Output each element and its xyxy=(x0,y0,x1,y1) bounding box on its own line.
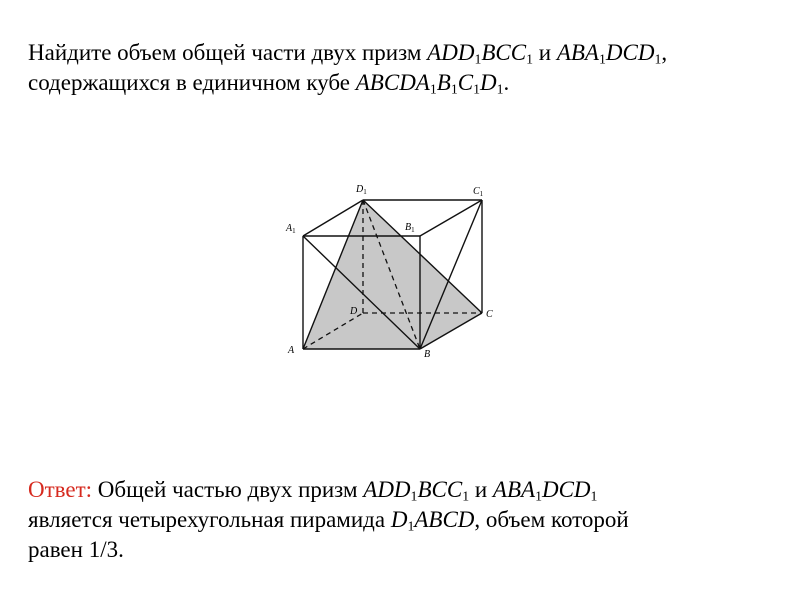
label-B1: $B_1$ xyxy=(405,222,415,234)
label-C1: $C_1$ xyxy=(473,186,484,198)
cube-name: $ABCDA_1B_1C_1D_1$ xyxy=(355,70,504,97)
conjunction: и xyxy=(469,477,493,502)
prism-name-2: $ABA_1DCD_1$ xyxy=(492,477,598,504)
pyramid-name: $D_1ABCD$ xyxy=(390,507,475,534)
problem-text: содержащихся в единичном кубе xyxy=(28,70,356,95)
label-D: D xyxy=(350,306,358,317)
problem-line-1: Найдите объем общей части двух призм $ADD_1BCC_1$ и $ABA_1DCD_1$, xyxy=(28,40,668,67)
answer-line-1 xyxy=(28,475,778,505)
answer-text: Общей частью двух призм xyxy=(92,477,364,502)
answer-block xyxy=(28,475,778,565)
label-A: A xyxy=(288,345,295,356)
conjunction: и xyxy=(533,40,557,65)
label-B: B xyxy=(424,349,431,360)
answer-line-2: является четырехугольная пирамида $D_1ABCD$, объем которой xyxy=(28,507,629,534)
problem-text: Найдите объем общей части двух призм xyxy=(28,40,428,65)
prism-name-1: $ADD_1BCC_1$ xyxy=(363,477,470,504)
prism-name-1: $ADD_1BCC_1$ xyxy=(427,40,533,67)
edge-B1C1 xyxy=(420,200,482,236)
problem-line-2: содержащихся в единичном кубе $ABCDA_1B_1C_1D_1$. xyxy=(28,70,510,97)
label-C: C xyxy=(486,309,493,320)
prism-name-2: $ABA_1DCD_1$ xyxy=(556,40,662,67)
pyramid-shaded-face xyxy=(303,200,482,349)
label-A1: $A_1$ xyxy=(286,223,296,235)
answer-text: равен 1/3. xyxy=(28,537,124,562)
answer-label: Ответ: xyxy=(28,477,93,502)
label-D1: $D_1$ xyxy=(356,184,367,196)
answer-line-3 xyxy=(28,535,778,565)
answer-text: является четырехугольная пирамида xyxy=(28,507,391,532)
